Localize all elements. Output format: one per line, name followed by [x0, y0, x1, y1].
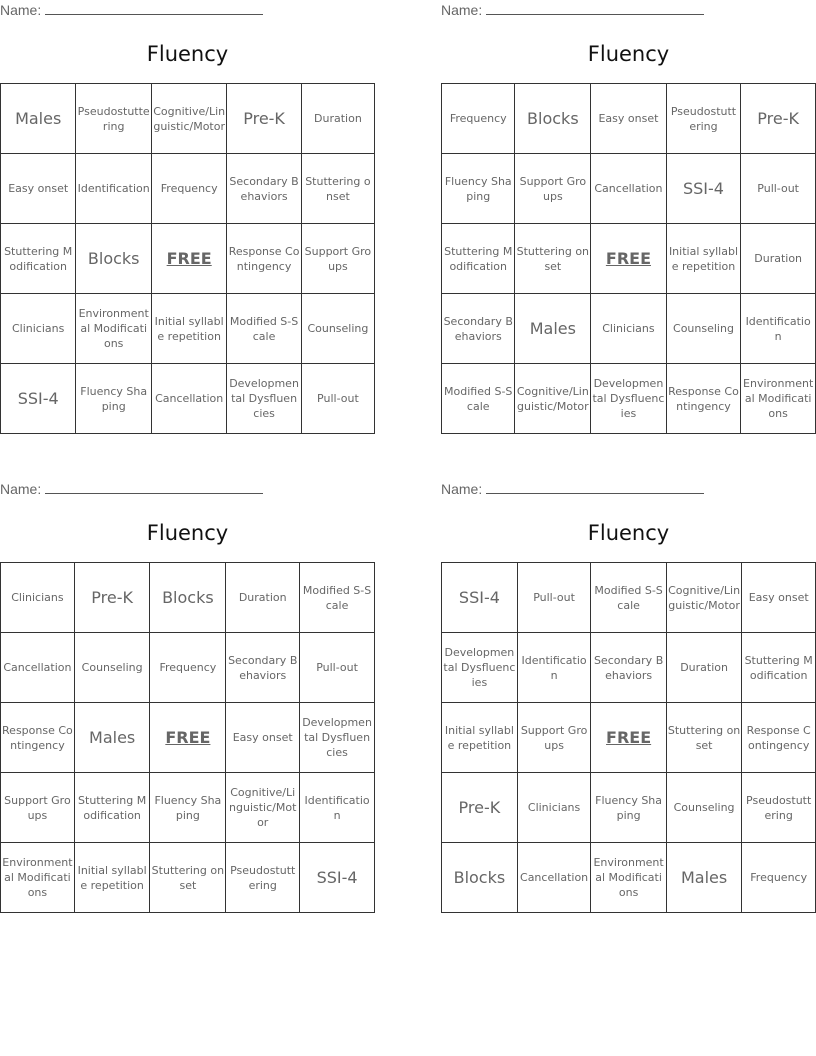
- bingo-cell[interactable]: Stuttering onset: [515, 224, 591, 294]
- grid-row: [442, 563, 816, 633]
- bingo-cell[interactable]: Duration: [301, 84, 374, 154]
- grid-row: [442, 84, 816, 154]
- bingo-cell[interactable]: Secondary Behaviors: [591, 633, 666, 703]
- bingo-cell[interactable]: Frequency: [442, 84, 515, 154]
- bingo-cell[interactable]: Pre-K: [74, 563, 150, 633]
- bingo-cell[interactable]: Cancellation: [517, 843, 591, 913]
- name-label: Name:: [441, 481, 483, 497]
- bingo-cell[interactable]: Clinicians: [517, 773, 591, 843]
- bingo-cell[interactable]: Blocks: [150, 563, 226, 633]
- grid-row: [442, 843, 816, 913]
- name-field[interactable]: [0, 2, 263, 18]
- name-field[interactable]: [0, 481, 263, 497]
- card-title: Fluency: [587, 521, 670, 545]
- grid-row: [1, 84, 375, 154]
- bingo-cell[interactable]: Stuttering Modification: [442, 224, 515, 294]
- bingo-cell[interactable]: Cancellation: [1, 633, 75, 703]
- free-space-cell[interactable]: FREE: [152, 224, 227, 294]
- bingo-cell[interactable]: Environmental Modifications: [1, 843, 75, 913]
- bingo-cell[interactable]: Developmental Dysfluencies: [442, 633, 518, 703]
- grid-row: [1, 294, 375, 364]
- bingo-cell[interactable]: Fluency Shaping: [591, 773, 666, 843]
- name-blank-line[interactable]: [486, 2, 704, 15]
- bingo-cell[interactable]: Initial syllable repetition: [442, 703, 518, 773]
- bingo-cell[interactable]: Cognitive/Linguistic/Motor: [152, 84, 227, 154]
- grid-row: [442, 154, 816, 224]
- bingo-cell[interactable]: Support Groups: [515, 154, 591, 224]
- bingo-cell[interactable]: Pre-K: [442, 773, 518, 843]
- bingo-cell[interactable]: Stuttering onset: [301, 154, 374, 224]
- bingo-cell[interactable]: Pull-out: [517, 563, 591, 633]
- bingo-cell[interactable]: SSI-4: [300, 843, 375, 913]
- bingo-grid: [441, 562, 816, 913]
- bingo-cell[interactable]: Counseling: [666, 294, 741, 364]
- bingo-cell[interactable]: Cognitive/Linguistic/Motor: [226, 773, 300, 843]
- grid-row: [442, 224, 816, 294]
- grid-row: [1, 703, 375, 773]
- bingo-cell[interactable]: Cancellation: [591, 154, 666, 224]
- bingo-cell[interactable]: Pseudostuttering: [76, 84, 152, 154]
- bingo-cell[interactable]: Modified S-Scale: [442, 364, 515, 434]
- bingo-cell[interactable]: Easy onset: [591, 84, 666, 154]
- free-space-cell[interactable]: FREE: [591, 224, 666, 294]
- card-title: Fluency: [146, 42, 229, 66]
- card-title: Fluency: [587, 42, 670, 66]
- bingo-cell[interactable]: SSI-4: [442, 563, 518, 633]
- bingo-cell[interactable]: Pre-K: [227, 84, 301, 154]
- grid-row: [1, 364, 375, 434]
- bingo-cell[interactable]: Cognitive/Linguistic/Motor: [515, 364, 591, 434]
- bingo-cell[interactable]: Duration: [226, 563, 300, 633]
- bingo-cell[interactable]: Identification: [76, 154, 152, 224]
- bingo-cell[interactable]: Stuttering onset: [150, 843, 226, 913]
- bingo-cell[interactable]: Support Groups: [301, 224, 374, 294]
- bingo-cell[interactable]: Support Groups: [1, 773, 75, 843]
- name-blank-line[interactable]: [45, 2, 263, 15]
- bingo-cell[interactable]: Stuttering onset: [666, 703, 742, 773]
- bingo-cell[interactable]: Pre-K: [741, 84, 816, 154]
- bingo-cell[interactable]: Clinicians: [1, 294, 76, 364]
- bingo-cell[interactable]: Cancellation: [152, 364, 227, 434]
- bingo-cell[interactable]: SSI-4: [1, 364, 76, 434]
- bingo-card-1: [0, 0, 375, 440]
- bingo-cell[interactable]: Clinicians: [1, 563, 75, 633]
- bingo-cell[interactable]: Response Contingency: [1, 703, 75, 773]
- bingo-cell[interactable]: Pull-out: [301, 364, 374, 434]
- bingo-cell[interactable]: Developmental Dysfluencies: [227, 364, 301, 434]
- grid-row: [442, 703, 816, 773]
- bingo-cell[interactable]: Pull-out: [300, 633, 375, 703]
- free-space-cell[interactable]: FREE: [591, 703, 666, 773]
- bingo-cell[interactable]: Modified S-Scale: [227, 294, 301, 364]
- bingo-cell[interactable]: Clinicians: [591, 294, 666, 364]
- bingo-cell[interactable]: Cognitive/Linguistic/Motor: [666, 563, 742, 633]
- bingo-cell[interactable]: Pseudostuttering: [666, 84, 741, 154]
- bingo-cell[interactable]: Environmental Modifications: [591, 843, 666, 913]
- grid-row: [1, 633, 375, 703]
- name-label: Name:: [441, 2, 483, 18]
- name-label: Name:: [0, 481, 42, 497]
- bingo-cell[interactable]: Initial syllable repetition: [74, 843, 150, 913]
- bingo-cell[interactable]: Males: [515, 294, 591, 364]
- bingo-card-3: [0, 479, 375, 919]
- bingo-cell[interactable]: Easy onset: [742, 563, 816, 633]
- bingo-cell[interactable]: Modified S-Scale: [300, 563, 375, 633]
- grid-row: [1, 224, 375, 294]
- bingo-cell[interactable]: Duration: [741, 224, 816, 294]
- name-label: Name:: [0, 2, 42, 18]
- bingo-cell[interactable]: Stuttering Modification: [1, 224, 76, 294]
- card-title: Fluency: [146, 521, 229, 545]
- bingo-cell[interactable]: SSI-4: [666, 154, 741, 224]
- bingo-cell[interactable]: Frequency: [152, 154, 227, 224]
- grid-row: [442, 364, 816, 434]
- bingo-cell[interactable]: Stuttering Modification: [74, 773, 150, 843]
- grid-row: [1, 154, 375, 224]
- bingo-cell[interactable]: Stuttering Modification: [742, 633, 816, 703]
- free-space-cell[interactable]: FREE: [150, 703, 226, 773]
- bingo-card-4: [441, 479, 816, 919]
- bingo-cell[interactable]: Males: [1, 84, 76, 154]
- grid-row: [1, 773, 375, 843]
- bingo-cell[interactable]: Counseling: [666, 773, 742, 843]
- bingo-card-2: [441, 0, 816, 440]
- bingo-grid: [441, 83, 816, 434]
- bingo-cell[interactable]: Frequency: [150, 633, 226, 703]
- bingo-cell[interactable]: Blocks: [442, 843, 518, 913]
- bingo-cell[interactable]: Males: [74, 703, 150, 773]
- bingo-cell[interactable]: Environmental Modifications: [741, 364, 816, 434]
- grid-row: [1, 563, 375, 633]
- bingo-cell[interactable]: Response Contingency: [742, 703, 816, 773]
- bingo-cell[interactable]: Secondary Behaviors: [442, 294, 515, 364]
- bingo-cell[interactable]: Duration: [666, 633, 742, 703]
- name-field[interactable]: [441, 2, 704, 18]
- bingo-cell[interactable]: Identification: [517, 633, 591, 703]
- bingo-cell[interactable]: Easy onset: [1, 154, 76, 224]
- bingo-cell[interactable]: Fluency Shaping: [442, 154, 515, 224]
- bingo-cell[interactable]: Pseudostuttering: [226, 843, 300, 913]
- bingo-cell[interactable]: Easy onset: [226, 703, 300, 773]
- bingo-cell[interactable]: Developmental Dysfluencies: [300, 703, 375, 773]
- bingo-cell[interactable]: Secondary Behaviors: [226, 633, 300, 703]
- name-field[interactable]: [441, 481, 704, 497]
- bingo-cell[interactable]: Response Contingency: [666, 364, 741, 434]
- bingo-grid: [0, 83, 375, 434]
- bingo-cell[interactable]: Fluency Shaping: [150, 773, 226, 843]
- bingo-grid: [0, 562, 375, 913]
- bingo-cell[interactable]: Frequency: [742, 843, 816, 913]
- name-blank-line[interactable]: [45, 481, 263, 494]
- bingo-cell[interactable]: Pull-out: [741, 154, 816, 224]
- bingo-cell[interactable]: Developmental Dysfluencies: [591, 364, 666, 434]
- grid-row: [442, 294, 816, 364]
- bingo-cell[interactable]: Support Groups: [517, 703, 591, 773]
- grid-row: [442, 773, 816, 843]
- bingo-cell[interactable]: Secondary Behaviors: [227, 154, 301, 224]
- bingo-cell[interactable]: Counseling: [301, 294, 374, 364]
- bingo-cell[interactable]: Blocks: [515, 84, 591, 154]
- grid-row: [442, 633, 816, 703]
- bingo-cell[interactable]: Identification: [300, 773, 375, 843]
- bingo-cell[interactable]: Initial syllable repetition: [666, 224, 741, 294]
- bingo-cell[interactable]: Initial syllable repetition: [152, 294, 227, 364]
- bingo-cell[interactable]: Identification: [741, 294, 816, 364]
- bingo-cell[interactable]: Response Contingency: [227, 224, 301, 294]
- bingo-cell[interactable]: Modified S-Scale: [591, 563, 666, 633]
- bingo-cell[interactable]: Males: [666, 843, 742, 913]
- name-blank-line[interactable]: [486, 481, 704, 494]
- bingo-cell[interactable]: Pseudostuttering: [742, 773, 816, 843]
- bingo-cell[interactable]: Fluency Shaping: [76, 364, 152, 434]
- bingo-cell[interactable]: Counseling: [74, 633, 150, 703]
- bingo-cell[interactable]: Blocks: [76, 224, 152, 294]
- bingo-cell[interactable]: Environmental Modifications: [76, 294, 152, 364]
- grid-row: [1, 843, 375, 913]
